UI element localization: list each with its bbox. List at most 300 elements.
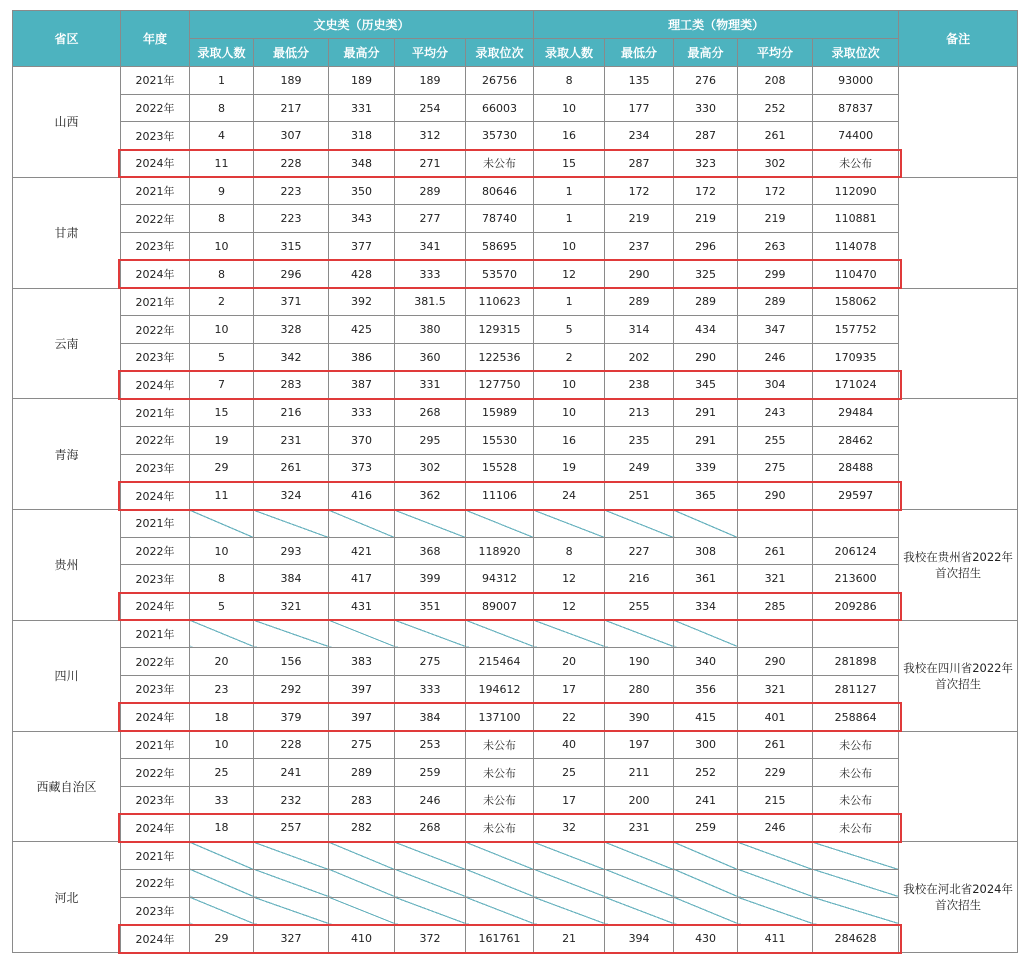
empty-cell xyxy=(395,620,466,648)
value-cell: 321 xyxy=(254,593,329,621)
empty-cell xyxy=(466,620,534,648)
value-cell: 25 xyxy=(190,759,254,787)
empty-cell xyxy=(605,897,674,925)
table-row xyxy=(13,814,1018,842)
value-cell: 未公布 xyxy=(813,731,899,759)
table-row xyxy=(13,786,1018,814)
year-cell: 2023年 xyxy=(121,565,190,593)
note-cell: 我校在贵州省2022年首次招生 xyxy=(899,510,1018,621)
value-cell: 17 xyxy=(534,786,605,814)
value-cell: 341 xyxy=(395,233,466,261)
province-cell: 青海 xyxy=(13,399,121,510)
value-cell: 93000 xyxy=(813,67,899,95)
value-cell: 5 xyxy=(190,593,254,621)
province-cell: 云南 xyxy=(13,288,121,399)
value-cell: 15530 xyxy=(466,426,534,454)
value-cell: 249 xyxy=(605,454,674,482)
empty-cell xyxy=(190,620,254,648)
empty-cell xyxy=(674,869,738,897)
value-cell: 29 xyxy=(190,454,254,482)
value-cell: 289 xyxy=(738,288,813,316)
value-cell: 276 xyxy=(674,67,738,95)
value-cell: 118920 xyxy=(466,537,534,565)
value-cell: 275 xyxy=(738,454,813,482)
value-cell: 122536 xyxy=(466,343,534,371)
value-cell: 330 xyxy=(674,94,738,122)
note-cell xyxy=(899,399,1018,510)
empty-cell xyxy=(395,510,466,538)
empty-cell xyxy=(254,842,329,870)
value-cell: 289 xyxy=(329,759,395,787)
year-cell: 2023年 xyxy=(121,122,190,150)
value-cell: 18 xyxy=(190,703,254,731)
value-cell: 333 xyxy=(395,676,466,704)
value-cell: 293 xyxy=(254,537,329,565)
value-cell: 16 xyxy=(534,122,605,150)
province-cell: 西藏自治区 xyxy=(13,731,121,842)
year-cell: 2021年 xyxy=(121,288,190,316)
table-row xyxy=(13,731,1018,759)
value-cell: 19 xyxy=(534,454,605,482)
header-history-col-2: 最高分 xyxy=(329,39,395,67)
value-cell: 339 xyxy=(674,454,738,482)
value-cell: 430 xyxy=(674,925,738,953)
year-cell: 2021年 xyxy=(121,620,190,648)
value-cell: 8 xyxy=(534,537,605,565)
value-cell: 282 xyxy=(329,814,395,842)
value-cell: 12 xyxy=(534,593,605,621)
value-cell: 428 xyxy=(329,260,395,288)
value-cell: 26756 xyxy=(466,67,534,95)
value-cell: 17 xyxy=(534,676,605,704)
value-cell: 189 xyxy=(329,67,395,95)
value-cell: 415 xyxy=(674,703,738,731)
empty-cell xyxy=(466,842,534,870)
value-cell: 10 xyxy=(190,316,254,344)
value-cell: 331 xyxy=(395,371,466,399)
value-cell: 334 xyxy=(674,593,738,621)
empty-cell xyxy=(466,897,534,925)
value-cell: 251 xyxy=(605,482,674,510)
note-cell xyxy=(899,67,1018,178)
empty-cell xyxy=(674,620,738,648)
value-cell: 2 xyxy=(534,343,605,371)
province-cell: 河北 xyxy=(13,842,121,953)
value-cell: 12 xyxy=(534,565,605,593)
value-cell: 261 xyxy=(738,537,813,565)
value-cell: 351 xyxy=(395,593,466,621)
value-cell: 381.5 xyxy=(395,288,466,316)
value-cell: 200 xyxy=(605,786,674,814)
value-cell: 283 xyxy=(329,786,395,814)
value-cell: 390 xyxy=(605,703,674,731)
empty-cell xyxy=(534,620,605,648)
value-cell: 231 xyxy=(605,814,674,842)
table-row xyxy=(13,842,1018,870)
value-cell: 161761 xyxy=(466,925,534,953)
empty-cell xyxy=(738,897,813,925)
value-cell: 未公布 xyxy=(813,150,899,178)
table-row xyxy=(13,869,1018,897)
table-row xyxy=(13,67,1018,95)
header-physics-col-2: 最高分 xyxy=(674,39,738,67)
value-cell: 15 xyxy=(534,150,605,178)
value-cell: 209286 xyxy=(813,593,899,621)
value-cell: 23 xyxy=(190,676,254,704)
year-cell: 2022年 xyxy=(121,205,190,233)
value-cell: 417 xyxy=(329,565,395,593)
table-row xyxy=(13,177,1018,205)
value-cell: 252 xyxy=(738,94,813,122)
value-cell: 215464 xyxy=(466,648,534,676)
value-cell: 299 xyxy=(738,260,813,288)
table-row xyxy=(13,537,1018,565)
value-cell: 255 xyxy=(738,426,813,454)
value-cell: 307 xyxy=(254,122,329,150)
value-cell: 308 xyxy=(674,537,738,565)
value-cell: 252 xyxy=(674,759,738,787)
value-cell: 321 xyxy=(738,676,813,704)
value-cell: 399 xyxy=(395,565,466,593)
empty-cell xyxy=(738,869,813,897)
value-cell: 219 xyxy=(738,205,813,233)
year-cell: 2021年 xyxy=(121,399,190,427)
value-cell: 171024 xyxy=(813,371,899,399)
province-cell: 甘肃 xyxy=(13,177,121,288)
value-cell: 333 xyxy=(395,260,466,288)
year-cell: 2023年 xyxy=(121,897,190,925)
value-cell: 19 xyxy=(190,426,254,454)
empty-cell xyxy=(190,842,254,870)
value-cell: 28488 xyxy=(813,454,899,482)
value-cell: 94312 xyxy=(466,565,534,593)
value-cell: 275 xyxy=(329,731,395,759)
value-cell: 190 xyxy=(605,648,674,676)
value-cell: 410 xyxy=(329,925,395,953)
empty-cell xyxy=(329,869,395,897)
year-cell: 2024年 xyxy=(121,703,190,731)
value-cell: 8 xyxy=(190,205,254,233)
value-cell: 362 xyxy=(395,482,466,510)
value-cell: 129315 xyxy=(466,316,534,344)
value-cell: 302 xyxy=(395,454,466,482)
value-cell: 237 xyxy=(605,233,674,261)
value-cell: 295 xyxy=(395,426,466,454)
value-cell: 228 xyxy=(254,150,329,178)
value-cell: 271 xyxy=(395,150,466,178)
value-cell: 379 xyxy=(254,703,329,731)
table-row xyxy=(13,648,1018,676)
year-cell: 2022年 xyxy=(121,316,190,344)
value-cell: 28462 xyxy=(813,426,899,454)
value-cell: 10 xyxy=(190,233,254,261)
value-cell: 291 xyxy=(674,426,738,454)
value-cell: 227 xyxy=(605,537,674,565)
empty-cell xyxy=(813,869,899,897)
value-cell: 318 xyxy=(329,122,395,150)
admission-score-table xyxy=(12,10,1018,953)
year-cell: 2024年 xyxy=(121,814,190,842)
value-cell: 333 xyxy=(329,399,395,427)
empty-cell xyxy=(466,510,534,538)
value-cell: 241 xyxy=(254,759,329,787)
value-cell: 1 xyxy=(534,288,605,316)
table-row xyxy=(13,288,1018,316)
value-cell: 112090 xyxy=(813,177,899,205)
value-cell: 未公布 xyxy=(813,786,899,814)
value-cell: 32 xyxy=(534,814,605,842)
value-cell: 20 xyxy=(534,648,605,676)
value-cell: 263 xyxy=(738,233,813,261)
province-cell: 四川 xyxy=(13,620,121,731)
value-cell: 315 xyxy=(254,233,329,261)
province-cell: 贵州 xyxy=(13,510,121,621)
year-cell: 2024年 xyxy=(121,593,190,621)
value-cell: 24 xyxy=(534,482,605,510)
value-cell: 258864 xyxy=(813,703,899,731)
value-cell: 291 xyxy=(674,399,738,427)
value-cell: 304 xyxy=(738,371,813,399)
value-cell: 281898 xyxy=(813,648,899,676)
value-cell: 361 xyxy=(674,565,738,593)
year-cell: 2024年 xyxy=(121,150,190,178)
empty-cell xyxy=(738,620,813,648)
year-cell: 2022年 xyxy=(121,537,190,565)
value-cell: 246 xyxy=(738,343,813,371)
value-cell: 29484 xyxy=(813,399,899,427)
year-cell: 2021年 xyxy=(121,731,190,759)
value-cell: 373 xyxy=(329,454,395,482)
value-cell: 342 xyxy=(254,343,329,371)
value-cell: 21 xyxy=(534,925,605,953)
value-cell: 223 xyxy=(254,177,329,205)
value-cell: 261 xyxy=(254,454,329,482)
value-cell: 219 xyxy=(605,205,674,233)
header-history-col-1: 最低分 xyxy=(254,39,329,67)
value-cell: 177 xyxy=(605,94,674,122)
value-cell: 350 xyxy=(329,177,395,205)
header-history-group: 文史类（历史类） xyxy=(190,11,534,39)
value-cell: 228 xyxy=(254,731,329,759)
value-cell: 33 xyxy=(190,786,254,814)
value-cell: 114078 xyxy=(813,233,899,261)
year-cell: 2022年 xyxy=(121,759,190,787)
table-row xyxy=(13,426,1018,454)
value-cell: 312 xyxy=(395,122,466,150)
value-cell: 321 xyxy=(738,565,813,593)
year-cell: 2022年 xyxy=(121,869,190,897)
value-cell: 347 xyxy=(738,316,813,344)
value-cell: 246 xyxy=(395,786,466,814)
value-cell: 235 xyxy=(605,426,674,454)
value-cell: 360 xyxy=(395,343,466,371)
value-cell: 371 xyxy=(254,288,329,316)
value-cell: 289 xyxy=(605,288,674,316)
header-province: 省区 xyxy=(13,11,121,67)
value-cell: 12 xyxy=(534,260,605,288)
empty-cell xyxy=(813,897,899,925)
year-cell: 2024年 xyxy=(121,482,190,510)
table-row xyxy=(13,454,1018,482)
value-cell: 110623 xyxy=(466,288,534,316)
table-row xyxy=(13,260,1018,288)
value-cell: 296 xyxy=(254,260,329,288)
value-cell: 234 xyxy=(605,122,674,150)
empty-cell xyxy=(534,897,605,925)
value-cell: 158062 xyxy=(813,288,899,316)
value-cell: 22 xyxy=(534,703,605,731)
empty-cell xyxy=(605,842,674,870)
value-cell: 343 xyxy=(329,205,395,233)
table-row xyxy=(13,759,1018,787)
header-physics-col-4: 录取位次 xyxy=(813,39,899,67)
empty-cell xyxy=(329,620,395,648)
value-cell: 10 xyxy=(534,399,605,427)
value-cell: 287 xyxy=(605,150,674,178)
value-cell: 284628 xyxy=(813,925,899,953)
value-cell: 394 xyxy=(605,925,674,953)
table-row xyxy=(13,703,1018,731)
note-cell xyxy=(899,731,1018,842)
value-cell: 未公布 xyxy=(466,731,534,759)
table-row xyxy=(13,94,1018,122)
value-cell: 327 xyxy=(254,925,329,953)
empty-cell xyxy=(254,510,329,538)
value-cell: 110881 xyxy=(813,205,899,233)
value-cell: 246 xyxy=(738,814,813,842)
value-cell: 未公布 xyxy=(466,759,534,787)
value-cell: 277 xyxy=(395,205,466,233)
empty-cell xyxy=(534,510,605,538)
value-cell: 387 xyxy=(329,371,395,399)
table-header xyxy=(13,11,1018,67)
value-cell: 290 xyxy=(738,482,813,510)
year-cell: 2021年 xyxy=(121,510,190,538)
value-cell: 397 xyxy=(329,703,395,731)
value-cell: 9 xyxy=(190,177,254,205)
value-cell: 127750 xyxy=(466,371,534,399)
value-cell: 392 xyxy=(329,288,395,316)
table-row xyxy=(13,343,1018,371)
table-row xyxy=(13,676,1018,704)
note-cell xyxy=(899,177,1018,288)
value-cell: 372 xyxy=(395,925,466,953)
province-cell: 山西 xyxy=(13,67,121,178)
value-cell: 25 xyxy=(534,759,605,787)
table-row xyxy=(13,371,1018,399)
value-cell: 290 xyxy=(674,343,738,371)
value-cell: 15528 xyxy=(466,454,534,482)
table-row xyxy=(13,593,1018,621)
value-cell: 384 xyxy=(395,703,466,731)
empty-cell xyxy=(254,897,329,925)
value-cell: 16 xyxy=(534,426,605,454)
year-cell: 2021年 xyxy=(121,67,190,95)
header-history-col-3: 平均分 xyxy=(395,39,466,67)
year-cell: 2022年 xyxy=(121,94,190,122)
value-cell: 156 xyxy=(254,648,329,676)
value-cell: 275 xyxy=(395,648,466,676)
value-cell: 345 xyxy=(674,371,738,399)
value-cell: 257 xyxy=(254,814,329,842)
table-row xyxy=(13,205,1018,233)
empty-cell xyxy=(254,869,329,897)
value-cell: 53570 xyxy=(466,260,534,288)
header-physics-col-0: 录取人数 xyxy=(534,39,605,67)
value-cell: 384 xyxy=(254,565,329,593)
empty-cell xyxy=(605,869,674,897)
value-cell: 2 xyxy=(190,288,254,316)
value-cell: 280 xyxy=(605,676,674,704)
value-cell: 172 xyxy=(674,177,738,205)
empty-cell xyxy=(190,510,254,538)
value-cell: 241 xyxy=(674,786,738,814)
table-row xyxy=(13,510,1018,538)
value-cell: 289 xyxy=(674,288,738,316)
year-cell: 2024年 xyxy=(121,371,190,399)
empty-cell xyxy=(813,620,899,648)
value-cell: 254 xyxy=(395,94,466,122)
value-cell: 10 xyxy=(534,94,605,122)
value-cell: 20 xyxy=(190,648,254,676)
value-cell: 425 xyxy=(329,316,395,344)
value-cell: 323 xyxy=(674,150,738,178)
value-cell: 202 xyxy=(605,343,674,371)
value-cell: 5 xyxy=(190,343,254,371)
value-cell: 421 xyxy=(329,537,395,565)
value-cell: 411 xyxy=(738,925,813,953)
value-cell: 1 xyxy=(534,205,605,233)
year-cell: 2022年 xyxy=(121,426,190,454)
empty-cell xyxy=(813,510,899,538)
year-cell: 2023年 xyxy=(121,343,190,371)
value-cell: 324 xyxy=(254,482,329,510)
value-cell: 74400 xyxy=(813,122,899,150)
value-cell: 89007 xyxy=(466,593,534,621)
value-cell: 397 xyxy=(329,676,395,704)
value-cell: 10 xyxy=(190,537,254,565)
empty-cell xyxy=(738,510,813,538)
value-cell: 157752 xyxy=(813,316,899,344)
value-cell: 10 xyxy=(534,233,605,261)
empty-cell xyxy=(534,869,605,897)
empty-cell xyxy=(466,869,534,897)
empty-cell xyxy=(605,510,674,538)
year-cell: 2022年 xyxy=(121,648,190,676)
table-row xyxy=(13,316,1018,344)
value-cell: 232 xyxy=(254,786,329,814)
header-physics-col-1: 最低分 xyxy=(605,39,674,67)
value-cell: 18 xyxy=(190,814,254,842)
value-cell: 328 xyxy=(254,316,329,344)
year-cell: 2021年 xyxy=(121,842,190,870)
value-cell: 370 xyxy=(329,426,395,454)
value-cell: 431 xyxy=(329,593,395,621)
value-cell: 368 xyxy=(395,537,466,565)
value-cell: 290 xyxy=(605,260,674,288)
value-cell: 189 xyxy=(395,67,466,95)
value-cell: 1 xyxy=(534,177,605,205)
value-cell: 217 xyxy=(254,94,329,122)
value-cell: 35730 xyxy=(466,122,534,150)
value-cell: 110470 xyxy=(813,260,899,288)
note-cell xyxy=(899,288,1018,399)
value-cell: 11 xyxy=(190,482,254,510)
value-cell: 未公布 xyxy=(466,786,534,814)
table-row xyxy=(13,620,1018,648)
value-cell: 216 xyxy=(605,565,674,593)
value-cell: 259 xyxy=(395,759,466,787)
